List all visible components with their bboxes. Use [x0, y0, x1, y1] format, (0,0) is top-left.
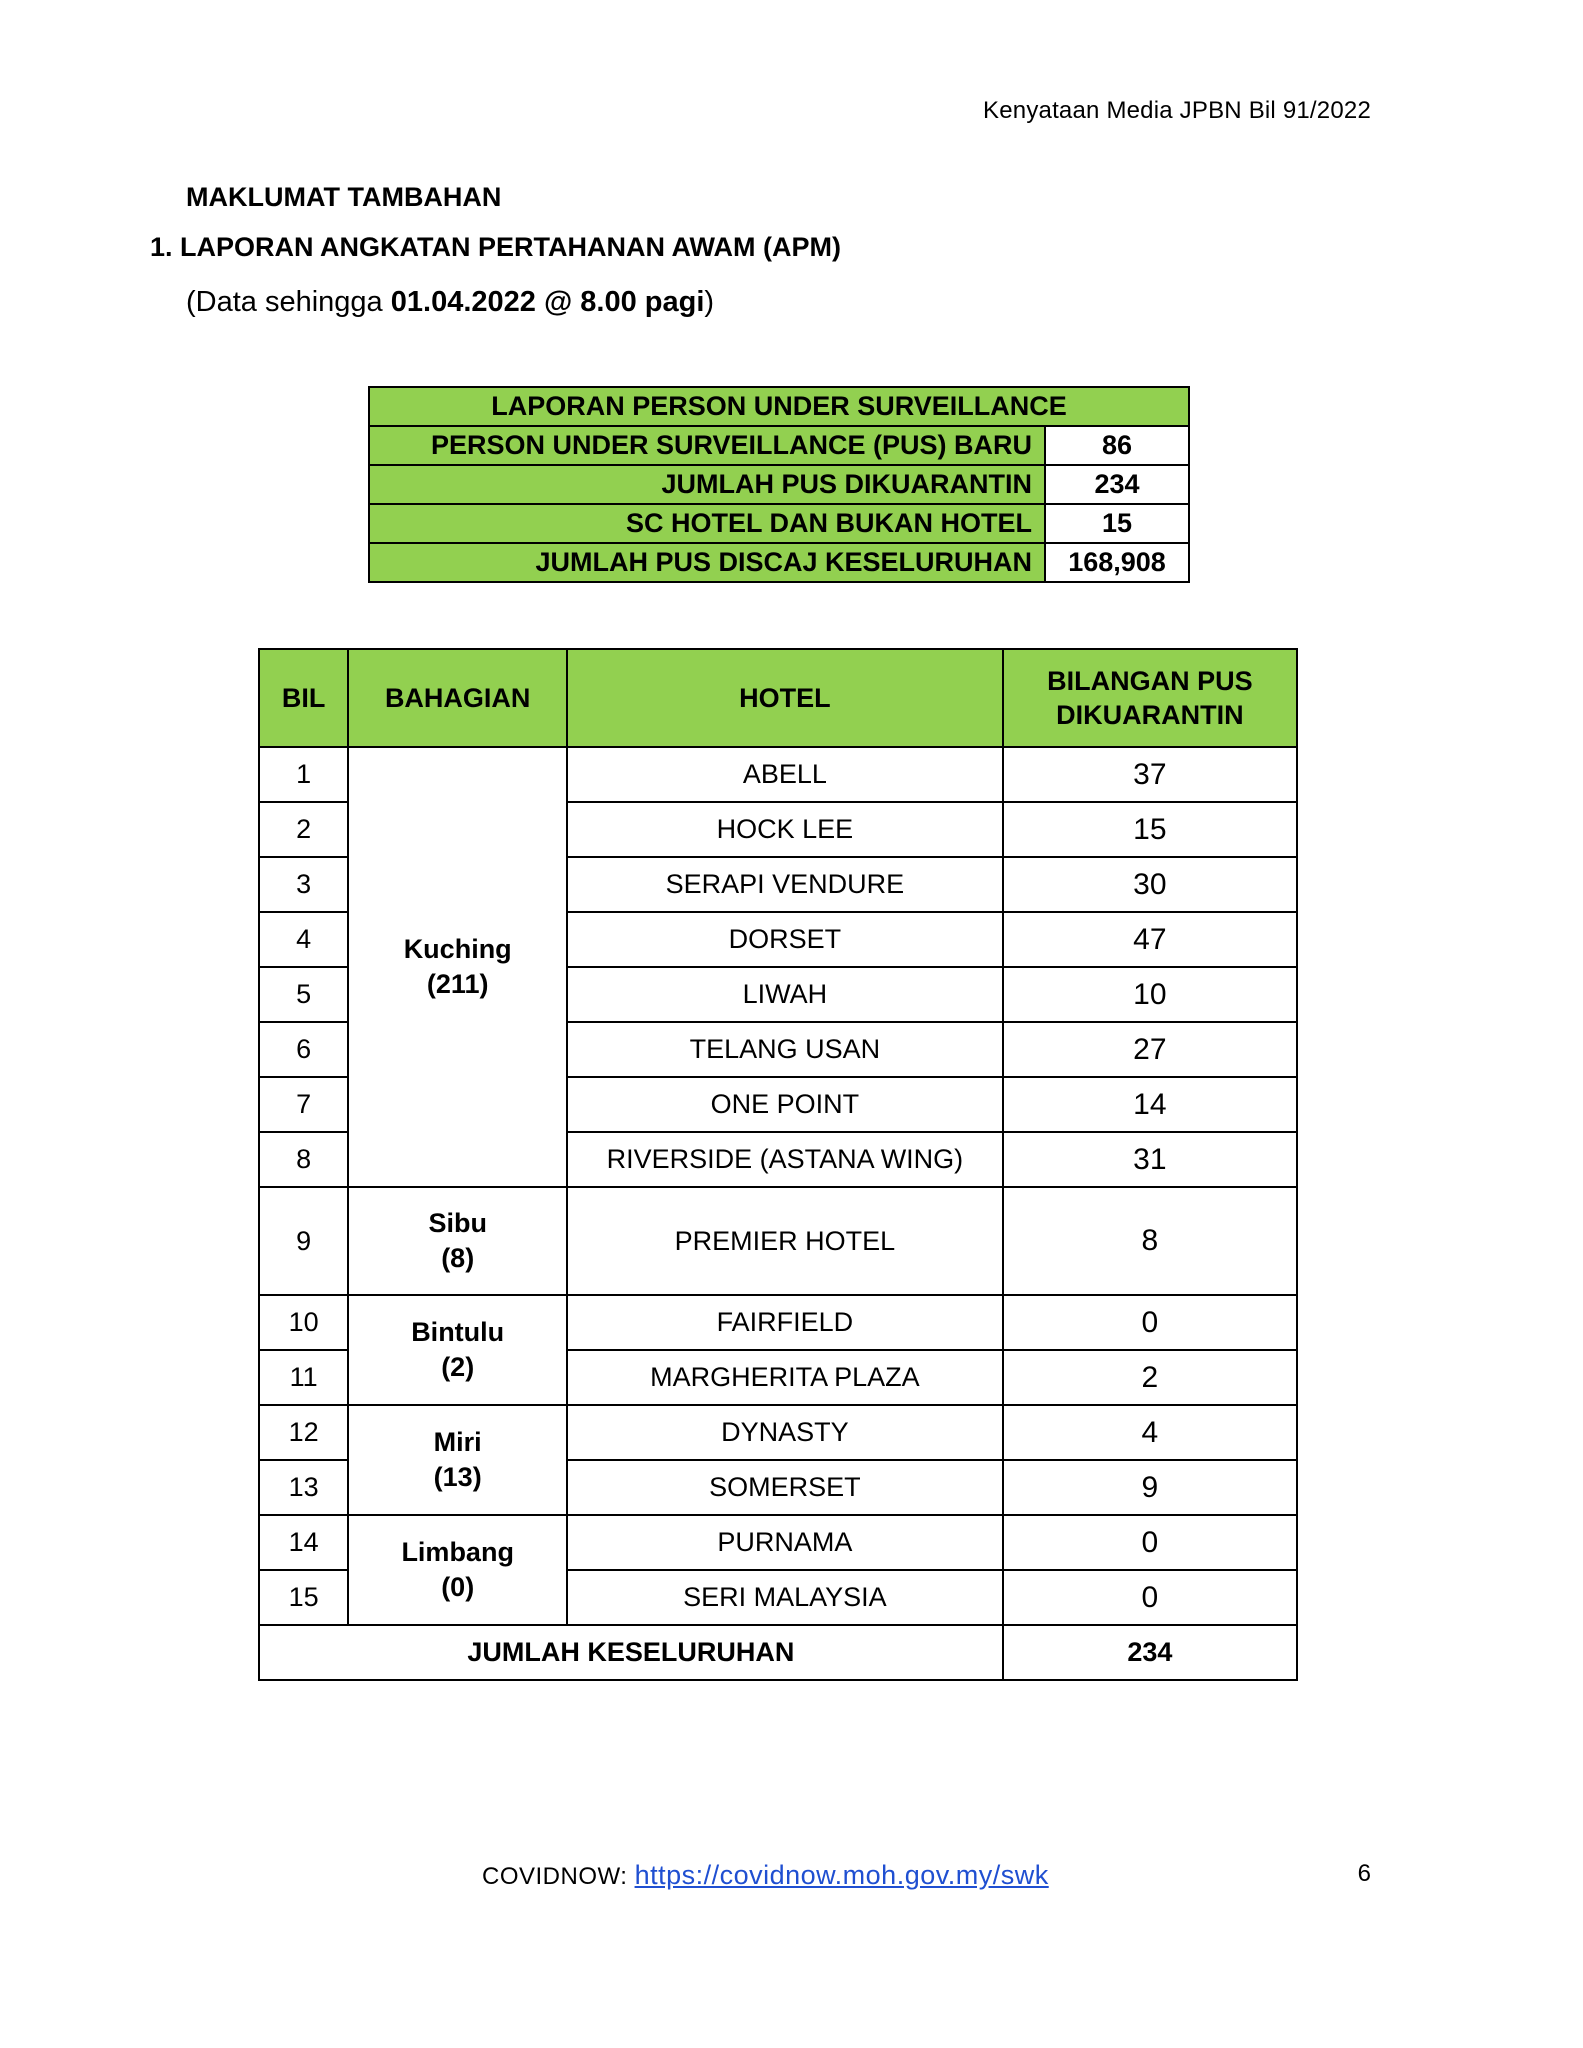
header-bil: BIL [259, 649, 348, 747]
region-count: (13) [433, 1462, 482, 1492]
row-bil: 3 [259, 857, 348, 912]
region-limbang [348, 1515, 567, 1625]
row-hotel: MARGHERITA PLAZA [567, 1350, 1003, 1405]
header-pus-line2: DIKUARANTIN [1056, 700, 1244, 730]
row-hotel: LIWAH [567, 967, 1003, 1022]
data-note-prefix: (Data sehingga [186, 286, 391, 318]
row-hotel: SERI MALAYSIA [567, 1570, 1003, 1625]
row-bil: 12 [259, 1405, 348, 1460]
summary-label: JUMLAH PUS DIKUARANTIN [369, 465, 1045, 504]
row-pus: 27 [1003, 1022, 1297, 1077]
region-count: (0) [441, 1572, 475, 1602]
row-bil: 2 [259, 802, 348, 857]
row-pus: 37 [1003, 747, 1297, 802]
row-pus: 0 [1003, 1515, 1297, 1570]
document-reference: Kenyataan Media JPBN Bil 91/2022 [983, 97, 1371, 124]
report-heading: 1. LAPORAN ANGKATAN PERTAHANAN AWAM (APM) [150, 232, 841, 262]
region-count: (2) [441, 1352, 475, 1382]
summary-label: SC HOTEL DAN BUKAN HOTEL [369, 504, 1045, 543]
row-bil: 9 [259, 1187, 348, 1295]
row-hotel: FAIRFIELD [567, 1295, 1003, 1350]
region-name: Miri [433, 1427, 482, 1457]
summary-title: LAPORAN PERSON UNDER SURVEILLANCE [369, 387, 1189, 426]
row-pus: 4 [1003, 1405, 1297, 1460]
total-value: 234 [1003, 1625, 1297, 1680]
row-bil: 5 [259, 967, 348, 1022]
row-bil: 10 [259, 1295, 348, 1350]
table-row [259, 1295, 1297, 1350]
region-count: (8) [441, 1243, 475, 1273]
region-sibu [348, 1187, 567, 1295]
summary-label: PERSON UNDER SURVEILLANCE (PUS) BARU [369, 426, 1045, 465]
row-hotel: SERAPI VENDURE [567, 857, 1003, 912]
table-row [259, 747, 1297, 802]
region-name: Kuching [403, 934, 512, 964]
row-hotel: PURNAMA [567, 1515, 1003, 1570]
summary-row [369, 465, 1189, 504]
pus-summary-table [368, 386, 1190, 583]
row-pus: 31 [1003, 1132, 1297, 1187]
summary-value: 234 [1045, 465, 1189, 504]
row-bil: 14 [259, 1515, 348, 1570]
region-miri [348, 1405, 567, 1515]
header-bahagian: BAHAGIAN [348, 649, 567, 747]
table-row [259, 1405, 1297, 1460]
row-pus: 2 [1003, 1350, 1297, 1405]
row-pus: 9 [1003, 1460, 1297, 1515]
row-bil: 4 [259, 912, 348, 967]
summary-value: 15 [1045, 504, 1189, 543]
data-date-note [186, 286, 714, 319]
total-row [259, 1625, 1297, 1680]
summary-value: 168,908 [1045, 543, 1189, 582]
page-number: 6 [1357, 1860, 1371, 1887]
row-hotel: TELANG USAN [567, 1022, 1003, 1077]
row-pus: 10 [1003, 967, 1297, 1022]
region-kuching [348, 747, 567, 1187]
summary-row [369, 426, 1189, 465]
row-hotel: DORSET [567, 912, 1003, 967]
footer-source [482, 1860, 1049, 1891]
summary-label: JUMLAH PUS DISCAJ KESELURUHAN [369, 543, 1045, 582]
total-label: JUMLAH KESELURUHAN [259, 1625, 1003, 1680]
region-bintulu [348, 1295, 567, 1405]
row-hotel: RIVERSIDE (ASTANA WING) [567, 1132, 1003, 1187]
row-hotel: SOMERSET [567, 1460, 1003, 1515]
summary-row [369, 543, 1189, 582]
region-name: Bintulu [411, 1317, 505, 1347]
section-label: MAKLUMAT TAMBAHAN [186, 182, 502, 212]
row-hotel: DYNASTY [567, 1405, 1003, 1460]
region-name: Sibu [428, 1208, 487, 1238]
row-hotel: HOCK LEE [567, 802, 1003, 857]
region-name: Limbang [401, 1537, 514, 1567]
row-bil: 7 [259, 1077, 348, 1132]
summary-value: 86 [1045, 426, 1189, 465]
header-pus-line1: BILANGAN PUS [1047, 666, 1253, 696]
row-hotel: PREMIER HOTEL [567, 1187, 1003, 1295]
row-bil: 15 [259, 1570, 348, 1625]
data-note-date: 01.04.2022 @ 8.00 pagi [390, 286, 705, 318]
row-pus: 0 [1003, 1295, 1297, 1350]
source-label: COVIDNOW: [482, 1863, 635, 1890]
region-count: (211) [426, 969, 489, 999]
table-row [259, 1187, 1297, 1295]
row-pus: 47 [1003, 912, 1297, 967]
row-hotel: ONE POINT [567, 1077, 1003, 1132]
row-pus: 30 [1003, 857, 1297, 912]
summary-row [369, 504, 1189, 543]
row-bil: 1 [259, 747, 348, 802]
table-row [259, 1515, 1297, 1570]
row-bil: 8 [259, 1132, 348, 1187]
row-pus: 8 [1003, 1187, 1297, 1295]
row-bil: 6 [259, 1022, 348, 1077]
row-hotel: ABELL [567, 747, 1003, 802]
row-bil: 13 [259, 1460, 348, 1515]
row-pus: 14 [1003, 1077, 1297, 1132]
row-pus: 0 [1003, 1570, 1297, 1625]
data-note-suffix: ) [704, 286, 715, 318]
row-pus: 15 [1003, 802, 1297, 857]
row-bil: 11 [259, 1350, 348, 1405]
hotel-quarantine-table [258, 648, 1298, 1681]
summary-title-row [369, 387, 1189, 426]
header-bilangan-pus [1003, 649, 1297, 747]
header-hotel: HOTEL [567, 649, 1003, 747]
covidnow-link[interactable]: https://covidnow.moh.gov.my/swk [634, 1860, 1049, 1890]
table-header-row [259, 649, 1297, 747]
